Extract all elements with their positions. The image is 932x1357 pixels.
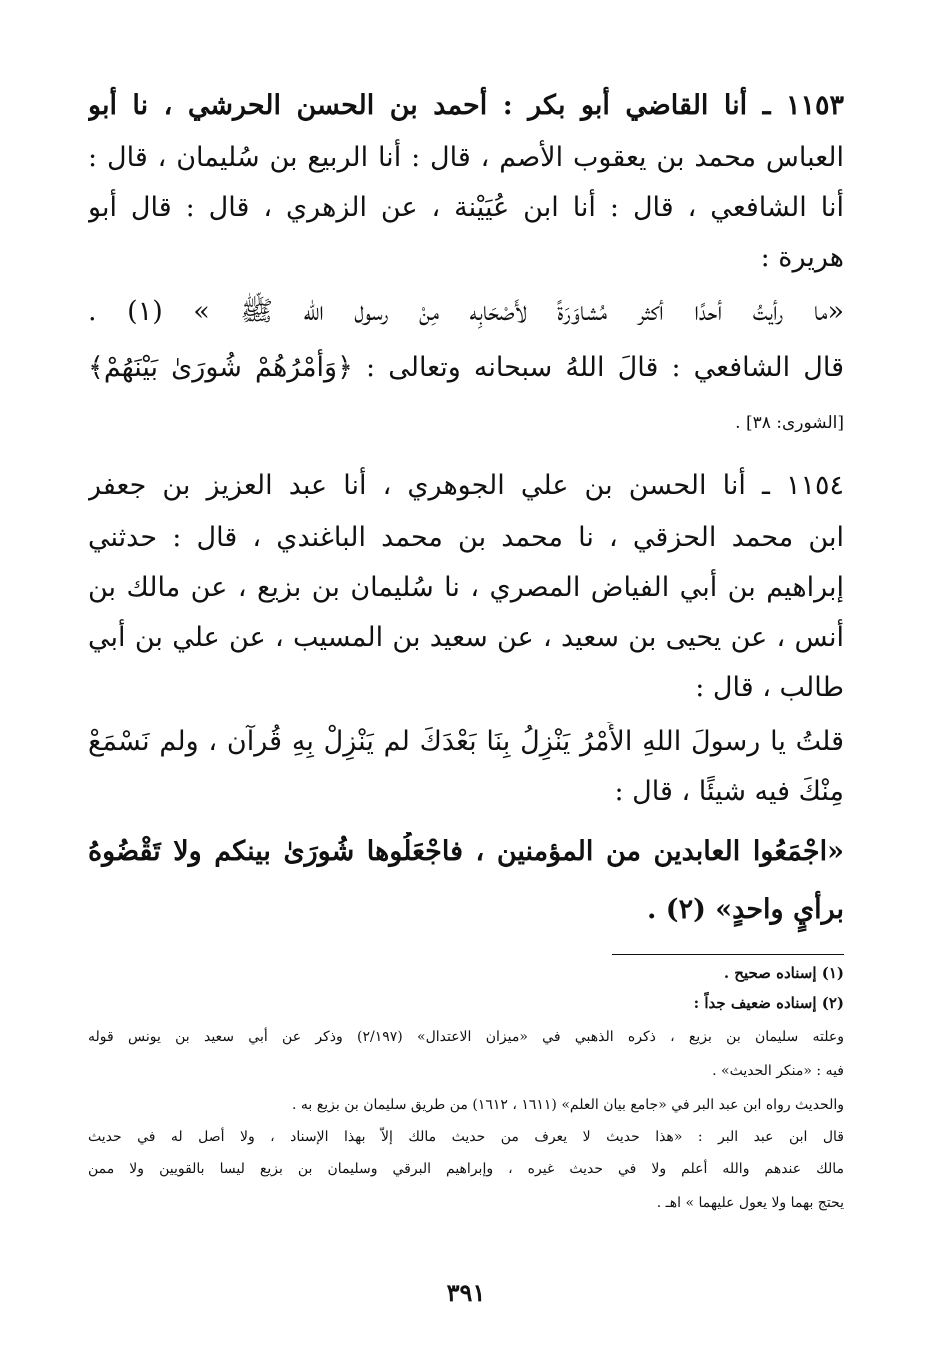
hadith-1154-answer-line-1: «اجْمَعُوا العابدين من المؤمنين ، فاجْعَلُوها شُورَىٰ بينكم ولا تَقْضُوهُ	[88, 836, 844, 867]
hadith-1154-line-1: ١١٥٤ ـ أنا الحسن بن علي الجوهري ، أنا عبد العزيز بن جعفر	[88, 470, 844, 501]
footnote-1: (١) إسناده صحيح .	[723, 964, 844, 982]
hadith-1154-line-5: طالب ، قال :	[695, 672, 844, 703]
footnote-2-text-line-6: يحتج بهما ولا يعول عليهما » اهـ .	[656, 1195, 844, 1211]
hadith-1154-answer-line-2: برأيٍ واحدٍ» (٢) .	[647, 894, 844, 925]
hadith-1154-question-line-1: قلتُ يا رسولَ اللهِ الأَمْرُ يَنْزِلُ بِنَا بَعْدَكَ لم يَنْزِلْ بِهِ قُرآن ، ولم نَسْمَعْ	[88, 726, 844, 757]
footnote-2-text-line-1: وعلته سليمان بن بزيع ، ذكره الذهبي في «ميزان الاعتدال» (٢/١٩٧) وذكر عن أبي سعيد بن يونس قوله	[88, 1029, 844, 1045]
footnote-separator	[612, 954, 844, 955]
hadith-1153-shafii-line: قال الشافعي : قالَ اللهُ سبحانه وتعالى : ﴿وَأَمْرُهُمْ شُورَىٰ بَيْنَهُمْ﴾	[88, 352, 844, 383]
hadith-1154-line-2: ابن محمد الحزقي ، نا محمد بن محمد الباغندي ، قال : حدثني	[88, 522, 844, 553]
hadith-1153-line-4: هريرة :	[760, 242, 844, 273]
footnote-2-text-line-3: والحديث رواه ابن عبد البر في «جامع بيان العلم» (١٦١١ ، ١٦١٢) من طريق سليمان بن بزيع به .	[292, 1097, 844, 1113]
hadith-1154-line-4: أنس ، عن يحيى بن سعيد ، عن سعيد بن المسيب ، عن علي بن أبي	[88, 622, 844, 653]
hadith-1153-quote: «ما رأيتُ أحدًا أكثر مُشاوَرَةً لأَصْحَابِه مِنْ رسول الله ﷺ » (١) .	[88, 296, 844, 327]
footnote-2: (٢) إسناده ضعيف جداً :	[693, 994, 844, 1012]
footnote-2-text-line-2: فيه : «منكر الحديث» .	[712, 1063, 844, 1079]
hadith-1153-line-2: العباس محمد بن يعقوب الأصم ، قال : أنا الربيع بن سُليمان ، قال :	[88, 142, 844, 173]
footnote-2-text-line-4: قال ابن عبد البر : «هذا حديث لا يعرف من حديث مالك إلاّ بهذا الإسناد ، ولا أصل له في حديث	[88, 1129, 844, 1145]
hadith-1153-line-1: ١١٥٣ ـ أنا القاضي أبو بكر : أحمد بن الحسن الحرشي ، نا أبو	[88, 90, 844, 121]
hadith-1153-line-3: أنا الشافعي ، قال : أنا ابن عُيَيْنة ، عن الزهري ، قال : قال أبو	[88, 192, 844, 223]
hadith-1154-line-3: إبراهيم بن أبي الفياض المصري ، نا سُليمان بن بزيع ، عن مالك بن	[88, 572, 844, 603]
page-number: ٣٩١	[446, 1278, 486, 1307]
hadith-1154-question-line-2: مِنْكَ فيه شيئًا ، قال :	[614, 776, 844, 807]
quran-reference: [الشورى: ٣٨] .	[735, 413, 844, 433]
footnote-2-text-line-5: مالك عندهم والله أعلم ولا في حديث غيره ، وإبراهيم البرقي وسليمان بن بزيع ليسا بالقويين ولا ممن	[88, 1161, 844, 1177]
